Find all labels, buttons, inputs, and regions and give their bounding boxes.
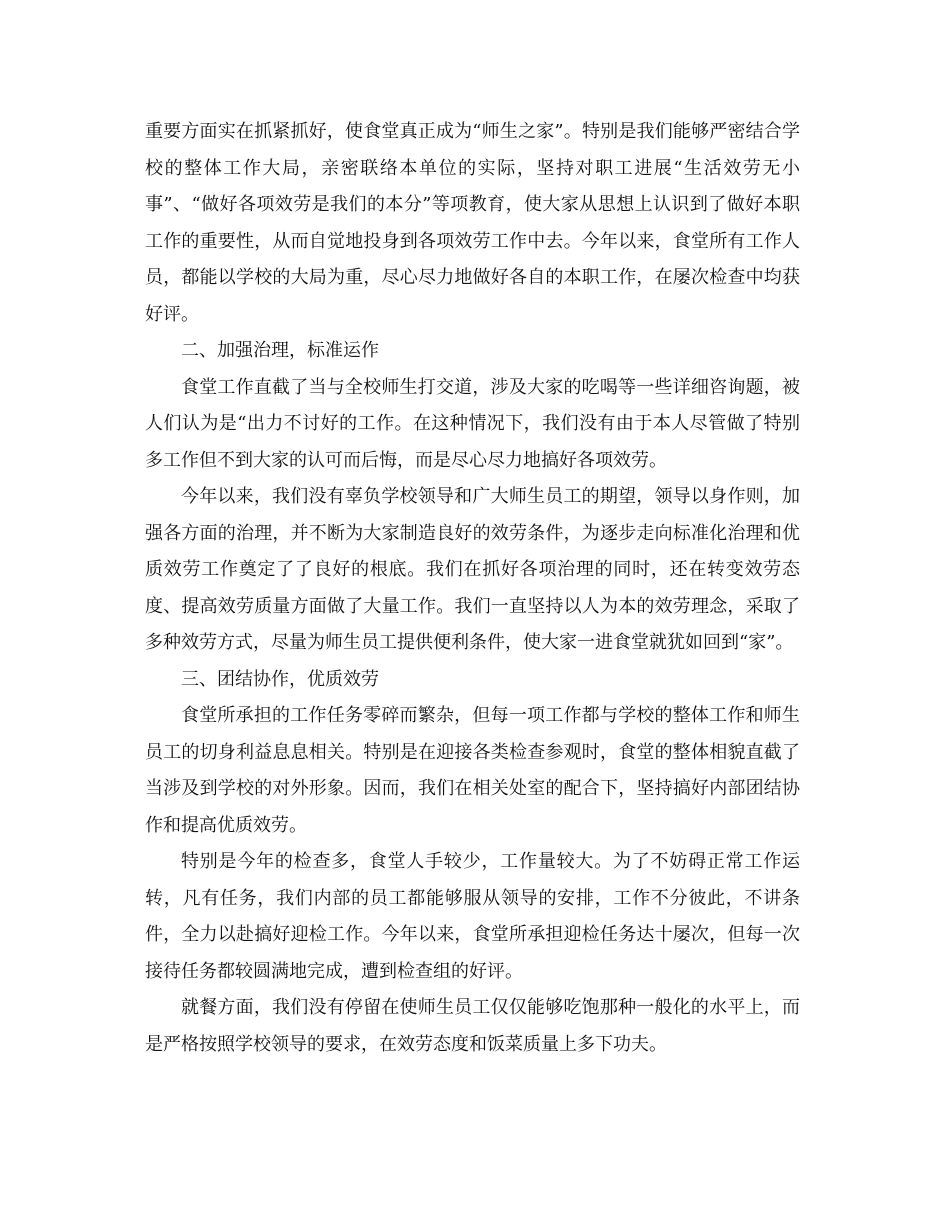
paragraph: 就餐方面，我们没有停留在使师生员工仅仅能够吃饱那种一般化的水平上，而是严格按照学校领导的要求，在效劳态度和饭菜质量上多下功夫。 bbox=[145, 997, 800, 1055]
section-heading-3: 三、团结协作，优质效劳 bbox=[181, 668, 379, 690]
paragraph: 今年以来，我们没有辜负学校领导和广大师生员工的期望，领导以身作则，加强各方面的治理，并不断为大家制造良好的效劳条件，为逐步走向标准化治理和优质效劳工作奠定了了良好的根底。我们在抓好各项治理的同时，还在转变效劳态度、提高效劳质量方面做了大量工作。我们一直坚持以人为本的效劳理念，采取了多种效劳方式，尽量为师生员工提供便利条件，使大家一进食堂就犹如回到“家”。 bbox=[145, 486, 800, 653]
paragraph: 特别是今年的检查多，食堂人手较少，工作量较大。为了不妨碍正常工作运转，凡有任务，我们内部的员工都能够服从领导的安排，工作不分彼此，不讲条件，全力以赴搞好迎检工作。今年以来，食堂所承担迎检任务达十屡次，但每一次接待任务都较圆满地完成，遭到检查组的好评。 bbox=[145, 851, 800, 982]
paragraph: 食堂所承担的工作任务零碎而繁杂，但每一项工作都与学校的整体工作和师生员工的切身利益息息相关。特别是在迎接各类检查参观时，食堂的整体相貌直截了当涉及到学校的对外形象。因而，我们在相关处室的配合下，坚持搞好内部团结协作和提高优质效劳。 bbox=[145, 705, 800, 836]
section-heading-2: 二、加强治理，标准运作 bbox=[181, 340, 379, 361]
paragraph-continued: 重要方面实在抓紧抓好，使食堂真正成为“师生之家”。特别是我们能够严密结合学校的整体工作大局，亲密联络本单位的实际，坚持对职工进展“生活效劳无小事”、“做好各项效劳是我们的本分”等项教育，使大家从思想上认识到了做好本职工作的重要性，从而自觉地投身到各项效劳工作中去。今年以来，食堂所有工作人员，都能以学校的大局为重，尽心尽力地做好各自的本职工作，在屡次检查中均获好评。 bbox=[145, 121, 800, 325]
document-page bbox=[145, 114, 800, 1063]
paragraph: 食堂工作直截了当与全校师生打交道，涉及大家的吃喝等一些详细咨询题，被人们认为是“出力不讨好的工作。在这种情况下，我们没有由于本人尽管做了特别多工作但不到大家的认可而后悔，而是尽心尽力地搞好各项效劳。 bbox=[145, 376, 800, 471]
